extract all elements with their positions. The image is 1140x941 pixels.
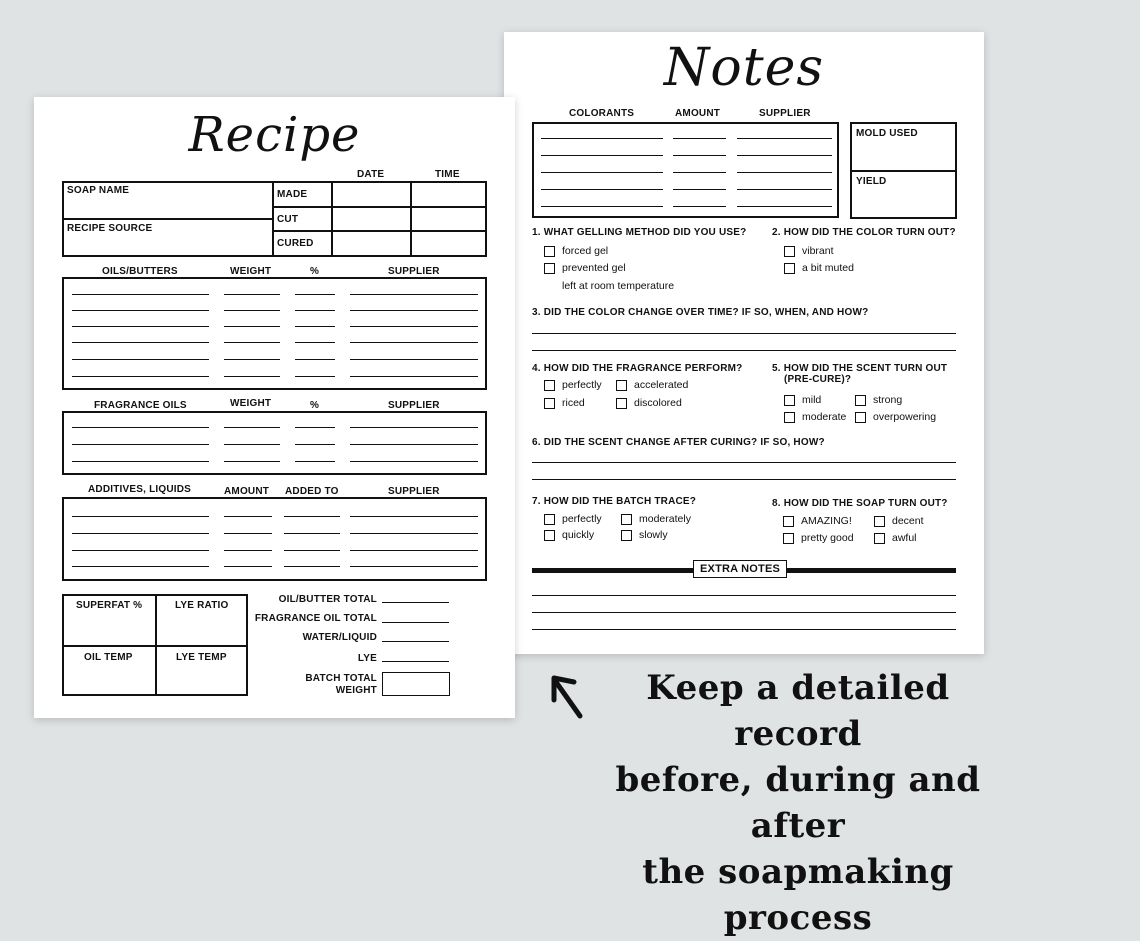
option-room-temperature[interactable]: left at room temperature [562,280,675,292]
caption-line-3: the soapmaking process [642,852,954,938]
arrow-up-left-icon [548,672,588,720]
superfat-grid [62,594,248,696]
yield-label: YIELD [856,176,887,187]
amount-header: AMOUNT [675,108,721,119]
oils-weight-header: WEIGHT [230,266,272,277]
fragrance-oil-total-label: FRAGRANCE OIL TOTAL [254,613,377,624]
soap-name-label: SOAP NAME [67,185,130,196]
mold-yield-box [850,122,957,219]
recipe-source-label: RECIPE SOURCE [67,223,153,234]
date-header: DATE [357,169,385,180]
question-5: 5. HOW DID THE SCENT TURN OUT [772,363,948,374]
option-discolored[interactable]: discolored [616,397,682,409]
additives-header: ADDITIVES, LIQUIDS [88,484,192,495]
option-accelerated[interactable]: accelerated [616,379,688,391]
option-moderately[interactable]: moderately [621,513,691,525]
option-slowly[interactable]: slowly [621,529,668,541]
option-decent[interactable]: decent [874,515,924,527]
question-1: 1. WHAT GELLING METHOD DID YOU USE? [532,227,747,238]
oil-butter-total-label: OIL/BUTTER TOTAL [278,594,377,605]
fragrance-weight-header: WEIGHT [230,398,272,409]
oils-percent-header: % [310,266,320,277]
batch-total-label-line2: WEIGHT [335,685,377,696]
option-a-bit-muted[interactable]: a bit muted [784,262,854,274]
option-pretty-good[interactable]: pretty good [783,532,854,544]
option-strong[interactable]: strong [855,394,902,406]
fragrance-supplier-header: SUPPLIER [388,400,440,411]
question-5-line2: (PRE-CURE)? [784,374,852,385]
additives-supplier-header: SUPPLIER [388,486,440,497]
option-forced-gel[interactable]: forced gel [544,245,608,257]
oils-table [62,277,487,390]
oil-temp-label: OIL TEMP [84,652,133,663]
supplier-header: SUPPLIER [759,108,811,119]
colorants-table [532,122,839,218]
option-fragrance-perfectly[interactable]: perfectly [544,379,602,391]
option-quickly[interactable]: quickly [544,529,594,541]
question-2: 2. HOW DID THE COLOR TURN OUT? [772,227,956,238]
question-8: 8. HOW DID THE SOAP TURN OUT? [772,498,948,509]
option-mild[interactable]: mild [784,394,821,406]
additives-added-to-header: ADDED TO [285,486,339,497]
caption-line-2: before, during and after [615,760,981,846]
time-header: TIME [435,169,460,180]
fragrance-header: FRAGRANCE OILS [94,400,187,411]
lye-temp-label: LYE TEMP [176,652,227,663]
recipe-sheet [34,97,515,718]
option-prevented-gel[interactable]: prevented gel [544,262,626,274]
batch-total-weight-box[interactable] [382,672,450,696]
notes-title: Notes [663,38,825,98]
water-liquid-label: WATER/LIQUID [302,632,377,643]
question-7: 7. HOW DID THE BATCH TRACE? [532,496,697,507]
additives-amount-header: AMOUNT [224,486,270,497]
option-vibrant[interactable]: vibrant [784,245,834,257]
question-4: 4. HOW DID THE FRAGRANCE PERFORM? [532,363,743,374]
batch-total-label: BATCH TOTAL [305,673,377,684]
cured-label: CURED [277,238,314,249]
notes-sheet [504,32,984,654]
colorants-header: COLORANTS [569,108,635,119]
oils-header: OILS/BUTTERS [102,266,178,277]
option-overpowering[interactable]: overpowering [855,411,936,423]
oils-supplier-header: SUPPLIER [388,266,440,277]
recipe-info-table [62,181,487,257]
caption [588,665,1008,941]
additives-table [62,497,487,581]
superfat-label: SUPERFAT % [76,600,143,611]
caption-line-1: Keep a detailed record [646,668,950,754]
option-amazing[interactable]: AMAZING! [783,515,852,527]
option-trace-perfectly[interactable]: perfectly [544,513,602,525]
mold-used-label: MOLD USED [856,128,918,139]
option-moderate[interactable]: moderate [784,411,846,423]
made-label: MADE [277,189,308,200]
option-riced[interactable]: riced [544,397,585,409]
lye-total-label: LYE [357,653,377,664]
option-awful[interactable]: awful [874,532,917,544]
extra-notes-label: EXTRA NOTES [693,560,787,578]
question-6: 6. DID THE SCENT CHANGE AFTER CURING? IF SO, HOW? [532,437,825,448]
fragrance-table [62,411,487,475]
question-3: 3. DID THE COLOR CHANGE OVER TIME? IF SO, WHEN, AND HOW? [532,307,869,318]
recipe-title: Recipe [188,107,361,163]
cut-label: CUT [277,214,299,225]
lye-ratio-label: LYE RATIO [175,600,229,611]
fragrance-percent-header: % [310,400,320,411]
